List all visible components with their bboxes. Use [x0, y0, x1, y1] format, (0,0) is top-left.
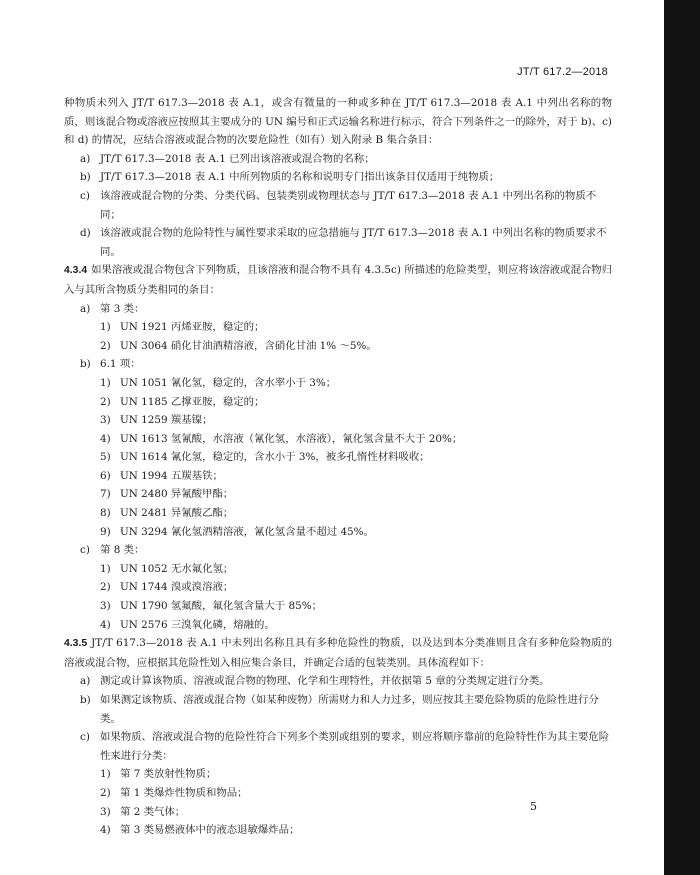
page-edge [664, 0, 700, 875]
document-body [64, 94, 612, 840]
list-item-text: JT/T 617.3—2018 表 A.1 中所列物质的名称和说明专门指出该条目仅适用于纯物质； [100, 171, 500, 184]
list-item-text: UN 1614 氰化氢，稳定的，含水小于 3%，被多孔惰性材料吸收； [120, 451, 430, 464]
list-item-text: UN 1051 氰化氢，稳定的，含水率小于 3%； [120, 376, 337, 389]
list-marker: 7) [100, 488, 111, 501]
list-marker: b) [80, 171, 91, 184]
list-marker: b) [80, 358, 91, 371]
section-number: 4.3.5 [64, 638, 88, 650]
list-item [64, 150, 612, 169]
list-item [64, 224, 612, 261]
list-item [64, 765, 612, 784]
list-marker: 9) [100, 525, 111, 538]
section-4-3-4 [64, 261, 612, 299]
list-marker: c) [80, 189, 90, 202]
list-item [64, 411, 612, 430]
list-item-text: UN 1052 无水氟化氢； [120, 562, 234, 575]
list-item-text: UN 1744 溴或溴溶液； [120, 581, 234, 594]
section-4-3-5 [64, 634, 612, 672]
list-item-text: JT/T 617.3—2018 表 A.1 已列出该溶液或混合物的名称； [100, 152, 375, 165]
list-item-text: 第 7 类放射性物质； [120, 768, 217, 781]
document-id: JT/T 617.2—2018 [517, 66, 608, 78]
list-item [64, 337, 612, 356]
list-item-text: UN 3294 氰化氢酒精溶液，氰化氢含量不超过 45%。 [120, 525, 374, 538]
list-item [64, 821, 612, 840]
list-marker: 3) [100, 805, 111, 818]
list-item-text: UN 3064 硝化甘油酒精溶液，含硝化甘油 1% ～5%。 [120, 339, 377, 352]
list-marker: d) [80, 227, 91, 240]
section-text: 如果溶液或混合物包含下列物质，且该溶液和混合物不具有 4.3.5c) 所描述的危险类型，则应将该溶液或混合物归入与其所含物质分类相同的条目： [64, 264, 613, 296]
class-8-group [64, 541, 612, 634]
list-item [64, 393, 612, 412]
list-marker: 1) [100, 768, 111, 781]
list-marker: a) [80, 675, 91, 688]
list-item [64, 485, 612, 504]
list-item-text: UN 2480 异氰酸甲酯； [120, 488, 234, 501]
section-text: JT/T 617.3—2018 表 A.1 中未列出名称且具有多种危险性的物质，以及达到本分类准则且含有多种危险物质的溶液或混合物，应根据其危险性划入相应集合条目，并确定合适的包装类别。具体流程如下： [64, 637, 612, 669]
list-item [64, 523, 612, 542]
list-marker: a) [80, 152, 91, 165]
list-marker: 1) [100, 321, 111, 334]
group-title: 第 8 类： [100, 544, 145, 557]
list-item-text: UN 1994 五羰基铁； [120, 469, 223, 482]
list-item-text: 该溶液或混合物的危险特性与属性要求采取的应急措施与 JT/T 617.3—2018 表 A.1 中列出名称的物质要求不同。 [100, 227, 607, 258]
list-marker: 3) [100, 600, 111, 613]
list-marker: 2) [100, 339, 111, 352]
list-marker: 1) [100, 562, 111, 575]
list-item [64, 691, 612, 728]
list-item [64, 430, 612, 449]
list-marker: 5) [100, 451, 111, 464]
list-item [64, 597, 612, 616]
list-item [64, 728, 612, 765]
list-item [64, 374, 612, 393]
list-item-text: 如果物质、溶液或混合物的危险性符合下列多个类别或组别的要求，则应将顺序靠前的危险特性作为其主要危险性来进行分类： [100, 731, 610, 762]
list-marker: 4) [100, 432, 111, 445]
list-marker: c) [80, 731, 90, 744]
list-marker: b) [80, 694, 91, 706]
intro-list [64, 150, 612, 262]
intro-paragraph: 种物质未列入 JT/T 617.3—2018 表 A.1，或含有微量的一种或多种在 JT/T 617.3—2018 表 A.1 中列出名称的物质，则该混合物或溶液应按照其主要成分的 UN 编号和正式运输名称进行标示，符合下列条件之一的除外，对于 b)、c) 和 d) 的情况，应结合溶液或混合物的次要危险性（如有）划入附录 B 集合条目： [64, 97, 612, 147]
group-title: 6.1 项： [100, 358, 141, 371]
list-marker: 2) [100, 786, 111, 799]
list-item-text: 该溶液或混合物的分类、分类代码、包装类别或物理状态与 JT/T 617.3—2018 表 A.1 中列出名称的物质不同； [100, 189, 597, 221]
section-number: 4.3.4 [64, 265, 88, 277]
group-heading [64, 355, 612, 374]
procedure-list [64, 672, 612, 839]
list-item-text: UN 1613 氢氰酸，水溶液（氰化氢，水溶液），氰化氢含量不大于 20%； [120, 432, 463, 445]
list-marker: 4) [100, 824, 111, 837]
group-heading [64, 541, 612, 560]
list-item [64, 187, 612, 224]
list-marker: 2) [100, 581, 111, 594]
list-item [64, 467, 612, 486]
list-item-text: UN 1185 乙撑亚胺，稳定的； [120, 395, 265, 408]
group-title: 第 3 类： [100, 302, 145, 315]
list-marker: c) [80, 544, 90, 557]
class-3-group [64, 300, 612, 356]
list-marker: 8) [100, 507, 111, 520]
list-marker: 1) [100, 376, 111, 389]
list-item [64, 318, 612, 337]
list-item [64, 672, 612, 691]
list-item-text: 第 3 类易燃液体中的液态退敏爆炸品； [120, 824, 300, 837]
list-item-text: 测定或计算该物质、溶液或混合物的物理、化学和生理特性，并依据第 5 章的分类规定进行分类。 [100, 675, 550, 688]
list-marker: a) [80, 302, 91, 315]
list-item-text: UN 1790 氢氟酸，氟化氢含量大于 85%； [120, 600, 322, 613]
list-item-text: 如果测定该物质、溶液或混合物（如某种废物）所需财力和人力过多，则应按其主要危险物质的危险性进行分类。 [100, 694, 599, 725]
list-marker: 3) [100, 414, 111, 427]
list-item-text: 第 1 类爆炸性物质和物品； [120, 786, 248, 799]
list-item-text: UN 1259 羰基镍； [120, 414, 213, 427]
list-marker: 2) [100, 395, 111, 408]
list-item [64, 560, 612, 579]
list-marker: 6) [100, 469, 111, 482]
list-item-text: UN 2481 异氰酸乙酯； [120, 507, 234, 520]
list-item-text: UN 2576 三溴氧化磷，熔融的。 [120, 618, 275, 631]
list-item [64, 616, 612, 635]
list-item-text: UN 1921 丙烯亚胺，稳定的； [120, 321, 265, 334]
class-6-1-group [64, 355, 612, 541]
list-marker: 4) [100, 618, 111, 631]
list-item-text: 第 2 类气体； [120, 805, 186, 818]
list-item [64, 504, 612, 523]
list-item [64, 168, 612, 187]
list-item [64, 448, 612, 467]
group-heading [64, 300, 612, 319]
list-item [64, 578, 612, 597]
page-number: 5 [530, 800, 537, 813]
